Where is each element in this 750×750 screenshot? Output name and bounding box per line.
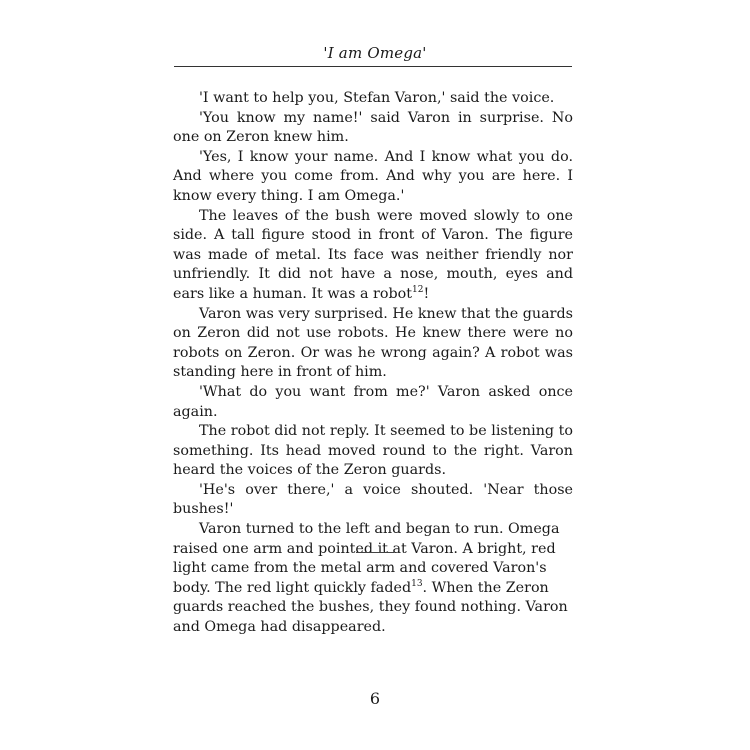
footnote-marker: 12 (411, 285, 424, 296)
paragraph-text: The robot did not reply. It seemed to be listening to something. Its head moved round to the right. Varon heard the voices of the Zeron guards. (173, 423, 573, 479)
paragraph-text: 'What do you want from me?' Varon asked once again. (173, 383, 573, 420)
paragraph-text: The leaves of the bush were moved slowly to one side. A tall figure stood in front of Varon. The figure was made of metal. Its face was neither friendly nor unfriendly. It did not have a nose, mouth, eyes and ears like a human. It was a robot (173, 207, 573, 302)
paragraph (173, 481, 573, 520)
paragraph-text: 'You know my name!' said Varon in surprise. No one on Zeron knew him. (173, 109, 573, 146)
paragraph-text: 'I want to help you, Stefan Varon,' said the voice. (199, 90, 555, 106)
paragraph-text: . When the Zeron guards reached the bushes, they found nothing. Varon and Omega had disappeared. (173, 579, 568, 636)
paragraph (173, 207, 573, 305)
header-rule (174, 66, 572, 67)
paragraph-text: ! (423, 285, 430, 302)
paragraph (173, 148, 573, 207)
body-text (173, 89, 573, 638)
paragraph (173, 109, 573, 148)
running-head: 'I am Omega' (323, 44, 427, 62)
paragraph-text: 'He's over there,' a voice shouted. 'Near those bushes!' (173, 481, 573, 518)
paragraph (173, 422, 573, 481)
paragraph-text: 'Yes, I know your name. And I know what you do. And where you come from. And why you are here. I know every thing. I am Omega.' (173, 148, 573, 204)
paragraph (173, 89, 573, 109)
section-end-rule (356, 552, 394, 553)
paragraph (173, 520, 573, 638)
page-number: 6 (369, 689, 381, 708)
paragraph-text: Varon was very surprised. He knew that the guards on Zeron did not use robots. He knew there were no robots on Zeron. Or was he wrong again? A robot was standing here in front of him. (173, 305, 573, 381)
paragraph-text: Varon turned to the left and began to run. Omega raised one arm and pointed it at Varon. A bright, red light came from the metal arm and covered Varon's body. The red light quickly faded (173, 521, 560, 596)
paragraph (173, 305, 573, 383)
paragraph (173, 383, 573, 422)
footnote-marker: 13 (411, 579, 423, 590)
